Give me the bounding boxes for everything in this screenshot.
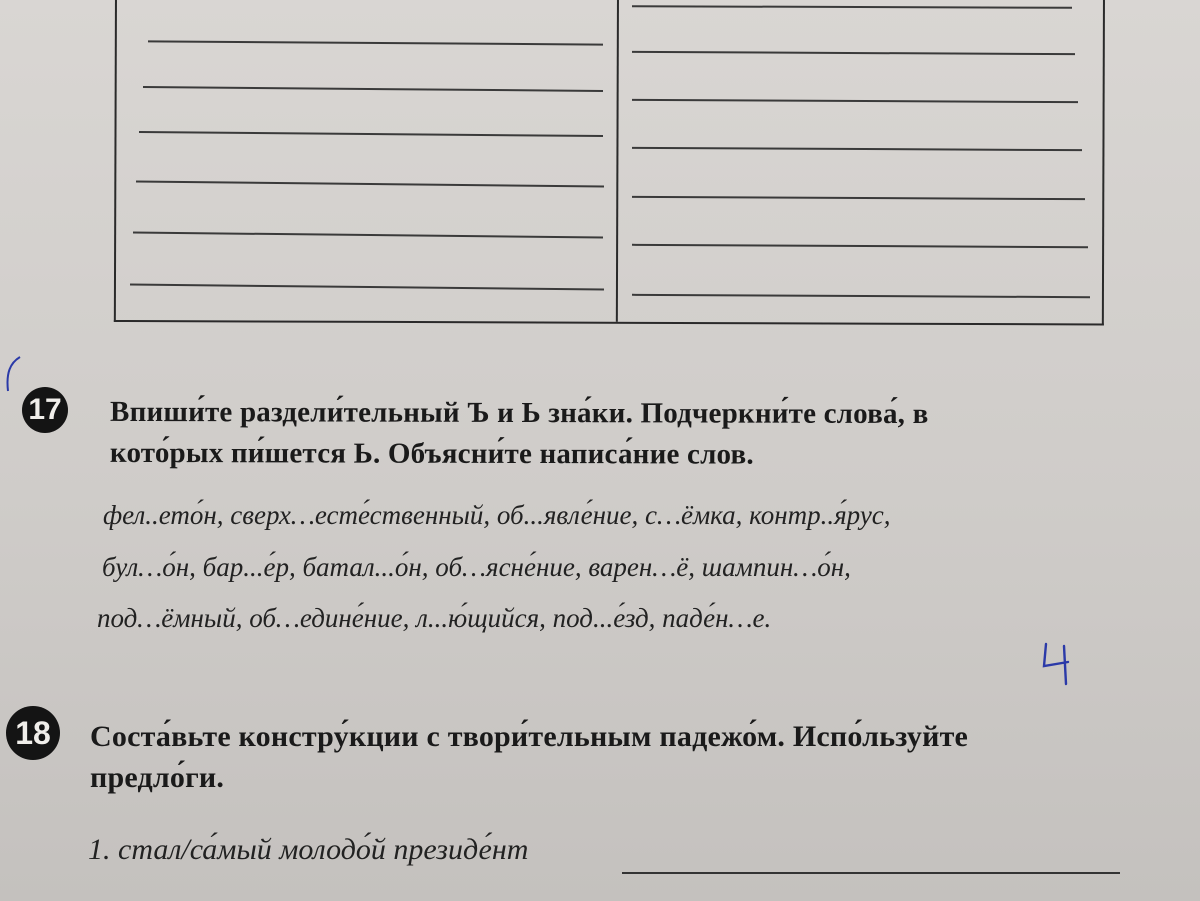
task-17-words-line-1: фел..ето́н, сверх…есте́ственный, об...явле́ние, с…ёмка, контр..я́рус,	[103, 500, 891, 530]
task-18-item-1: 1. стал/са́мый молодо́й президе́нт	[88, 833, 529, 866]
task-18-title-line-2: предло́ги.	[90, 761, 225, 794]
task-18-title	[90, 716, 968, 798]
task-17-title-line-2: кото́рых пи́шется Ь. Объясни́те написа́ние слов.	[109, 436, 754, 471]
task-17-title	[110, 392, 929, 476]
pen-tick-mark	[0, 355, 24, 395]
handwritten-grade-4	[1038, 640, 1078, 688]
task-17-title-line-1: Впиши́те раздели́тельный Ъ и Ь зна́ки. Подчеркни́те слова́, в	[110, 395, 929, 431]
task-17-words-line-2: бул…о́н, бар...е́р, батал...о́н, об…ясне́ние, варен…ё, шампин…о́н,	[102, 552, 851, 582]
task-18-title-line-1: Соста́вьте констру́кции с твори́тельным падежо́м. Испо́льзуйте	[90, 720, 969, 753]
task-17-number: 17	[22, 387, 68, 433]
task-17-words-line-3: под…ёмный, об…едине́ние, л...ю́щийся, под...е́зд, паде́н…е.	[97, 603, 772, 633]
task-18-item-1-answer-blank[interactable]	[622, 872, 1120, 874]
answer-table	[114, 0, 1105, 325]
table-column-divider	[616, 0, 619, 322]
task-18-number: 18	[6, 706, 60, 760]
